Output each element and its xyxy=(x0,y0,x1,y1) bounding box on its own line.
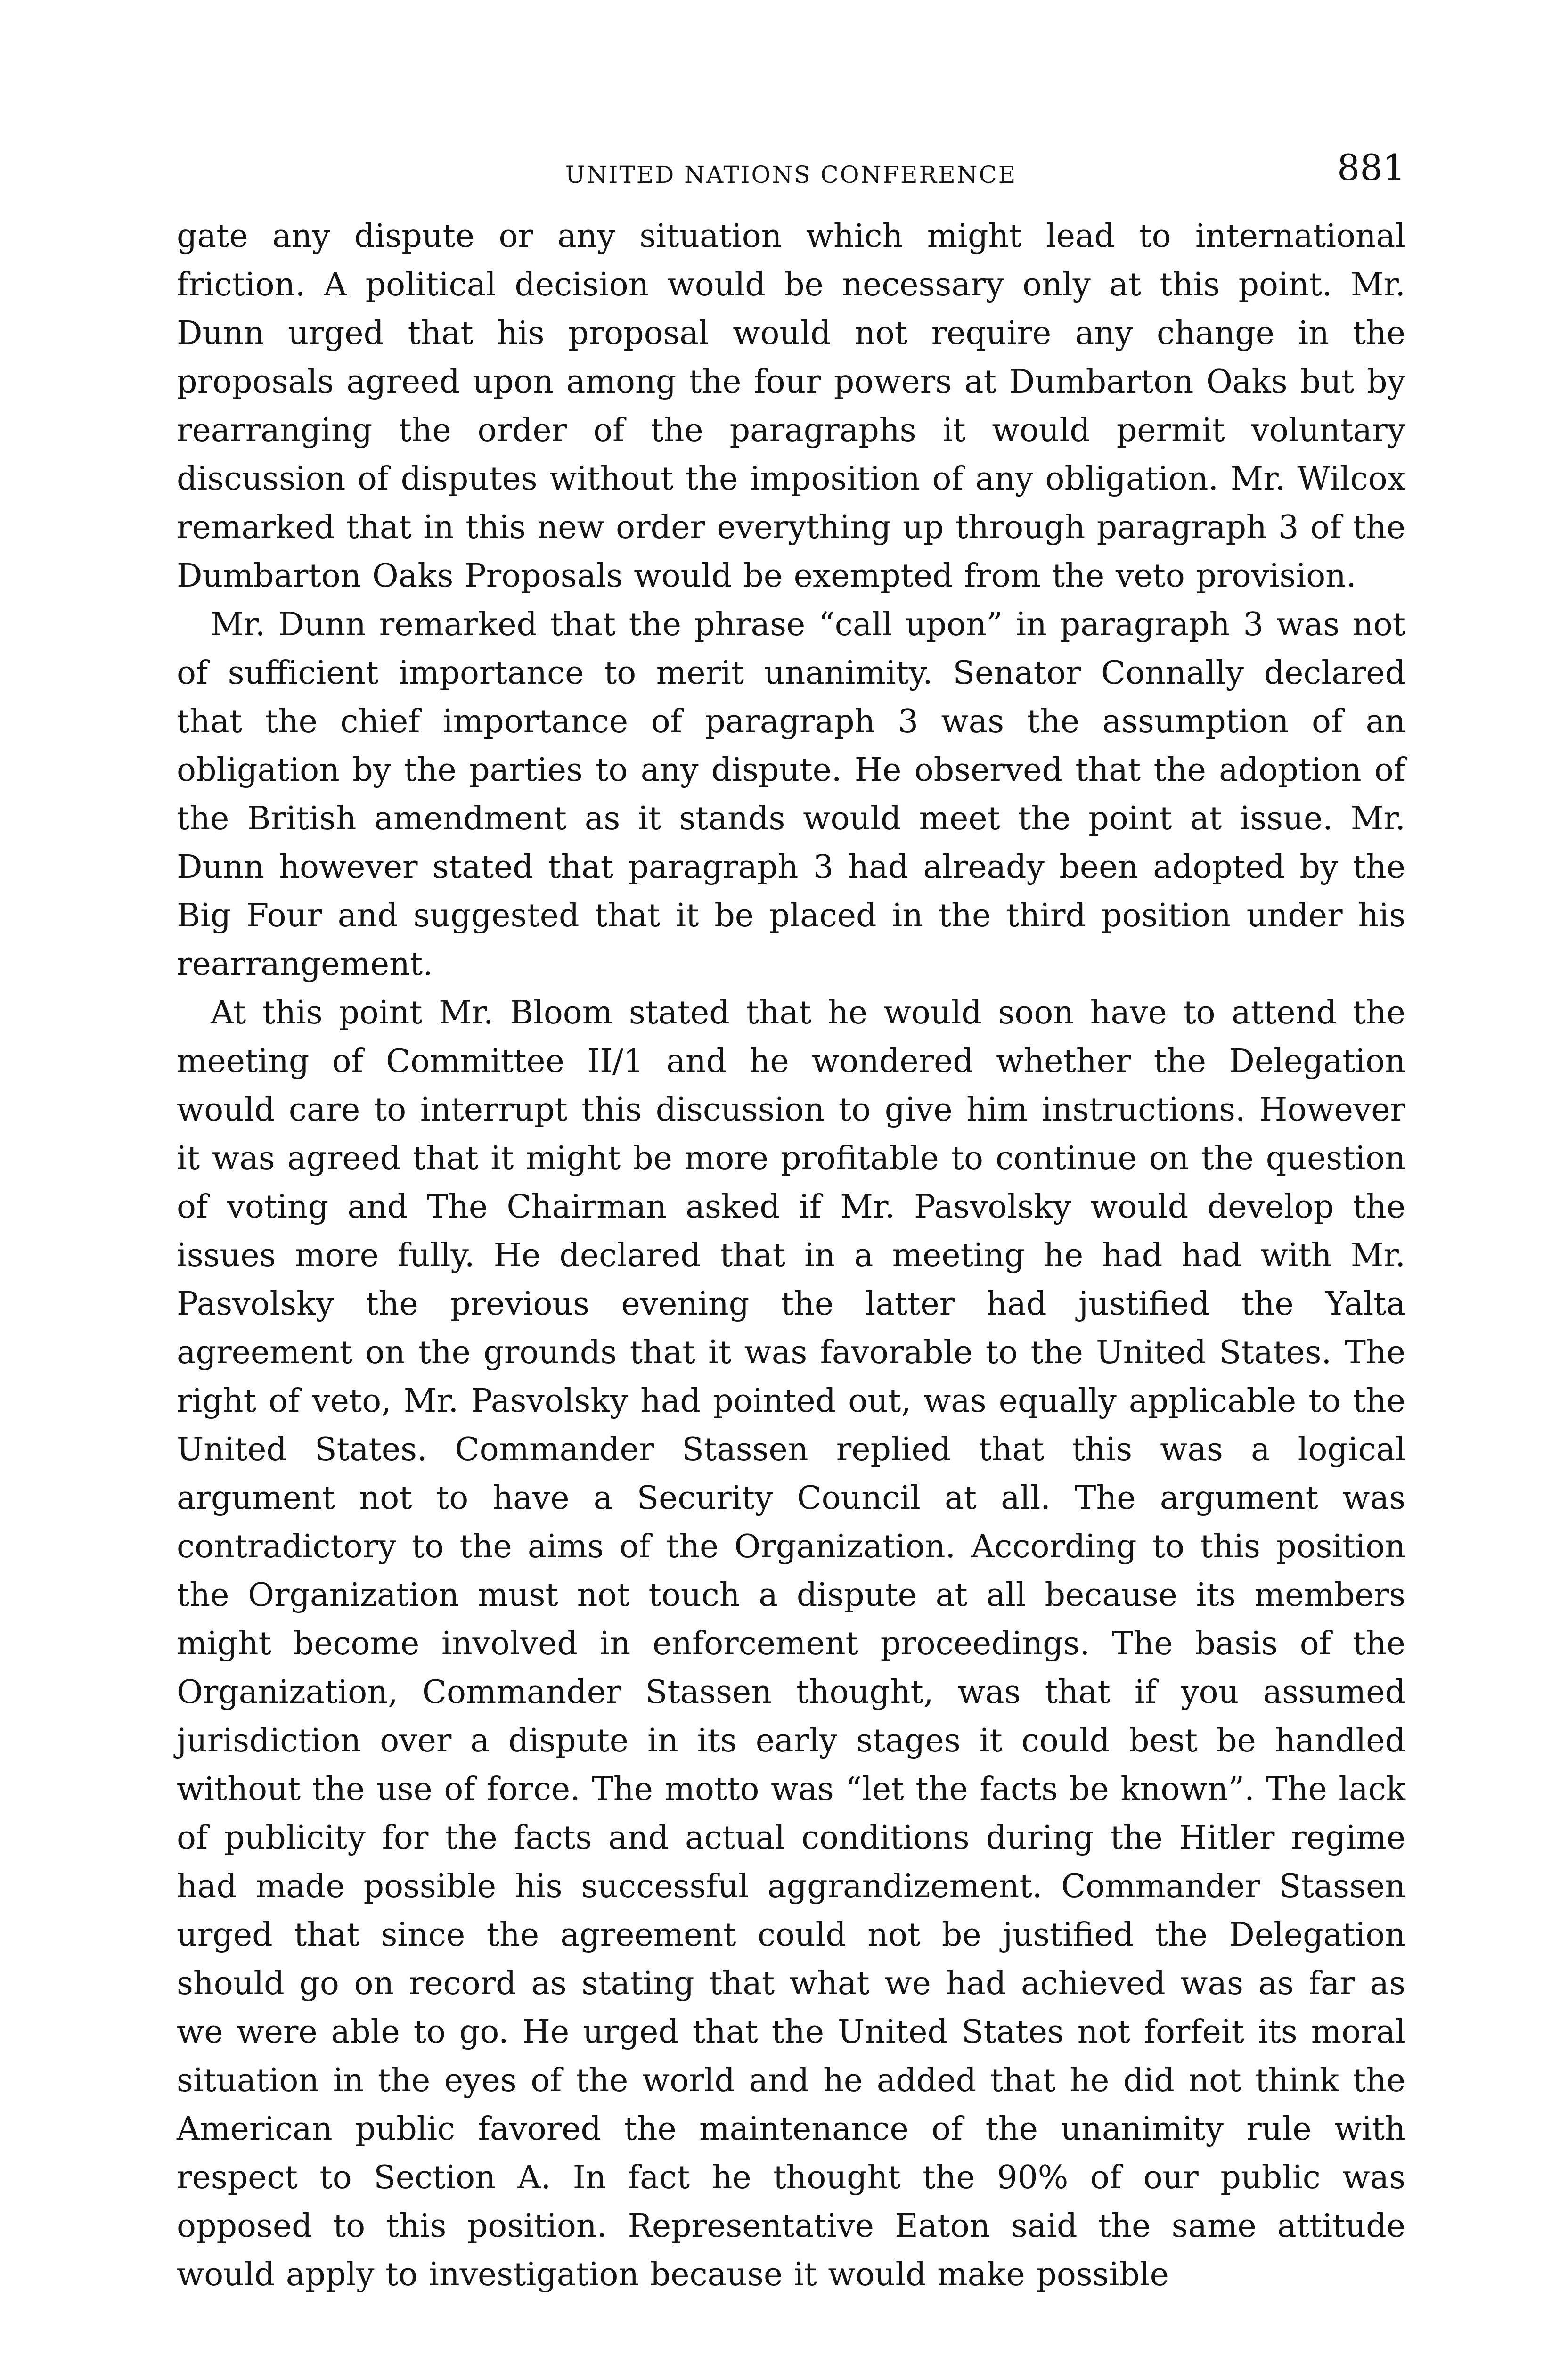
running-title: UNITED NATIONS CONFERENCE xyxy=(565,161,1017,188)
paragraph-2: Mr. Dunn remarked that the phrase “call upon” in paragraph 3 was not of sufficient importance to merit unanimity. Senator Connally declared that the chief importance of paragraph 3 was the assumption of an obligation by the parties to any dispute. He observed that the adoption of the British amendment as it stands would meet the point at issue. Mr. Dunn however stated that paragraph 3 had already been adopted by the Big Four and suggested that it be placed in the third position under his rearrangement. xyxy=(177,606,1405,983)
page-header xyxy=(177,147,1405,195)
body-text xyxy=(177,212,1405,2299)
paragraph-3: At this point Mr. Bloom stated that he would soon have to attend the meeting of Committee II/1 and he wondered whether the Delegation would care to interrupt this discussion to give him instructions. However it was agreed that it might be more profitable to continue on the question of voting and The Chairman asked if Mr. Pasvolsky would develop the issues more fully. He declared that in a meeting he had had with Mr. Pasvolsky the previous evening the latter had justified the Yalta agreement on the grounds that it was favorable to the United States. The right of veto, Mr. Pasvolsky had pointed out, was equally applicable to the United States. Commander Stassen replied that this was a logical argument not to have a Security Council at all. The argument was contradictory to the aims of the Organization. According to this position the Organization must not touch a dispute at all because its members might become involved in enforcement proceedings. The basis of the Organization, Commander Stassen thought, was that if you assumed jurisdiction over a dispute in its early stages it could best be handled without the use of force. The motto was “let the facts be known”. The lack of publicity for the facts and actual conditions during the Hitler regime had made possible his successful aggrandizement. Commander Stassen urged that since the agreement could not be justified the Delegation should go on record as stating that what we had achieved was as far as we were able to go. He urged that the United States not forfeit its moral situation in the eyes of the world and he added that he did not think the American public favored the maintenance of the unanimity rule with respect to Section A. In fact he thought the 90% of our public was opposed to this position. Representative Eaton said the same attitude would apply to investigation because it would make possible xyxy=(177,994,1405,2293)
page-number: 881 xyxy=(1337,147,1405,188)
paragraph-1: gate any dispute or any situation which might lead to international friction. A political decision would be necessary only at this point. Mr. Dunn urged that his proposal would not require any change in the proposals agreed upon among the four powers at Dumbarton Oaks but by rearranging the order of the paragraphs it would permit voluntary discussion of disputes without the imposition of any obligation. Mr. Wilcox remarked that in this new order everything up through paragraph 3 of the Dumbarton Oaks Proposals would be exempted from the veto provision. xyxy=(177,218,1405,595)
document-page xyxy=(177,147,1405,2299)
